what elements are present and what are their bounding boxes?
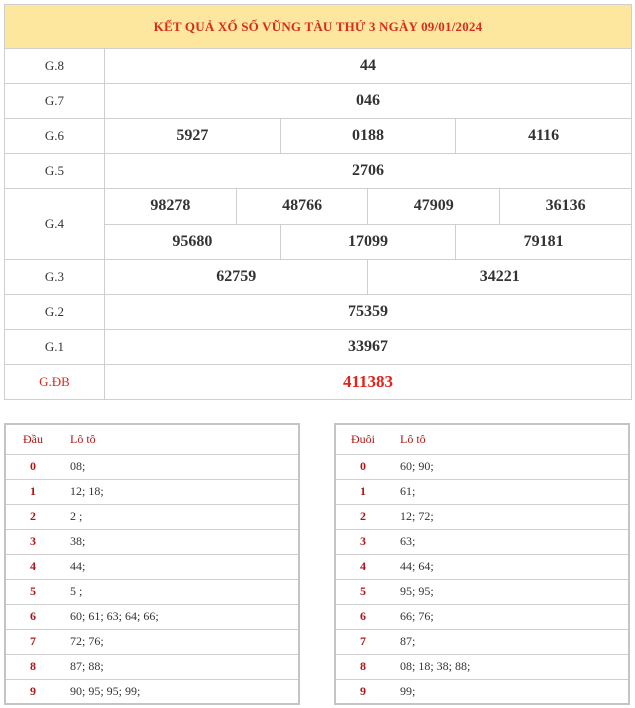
row-value: 08; 18; 38; 88; bbox=[390, 654, 629, 679]
row-key: 0 bbox=[335, 454, 390, 479]
prize-row-g8 bbox=[5, 49, 632, 84]
prize-number: 48766 bbox=[236, 189, 368, 224]
row-value: 63; bbox=[390, 529, 629, 554]
row-value: 61; bbox=[390, 479, 629, 504]
prize-number: 98278 bbox=[105, 189, 237, 224]
table-row bbox=[335, 554, 629, 579]
row-key: 0 bbox=[5, 454, 60, 479]
table-row bbox=[335, 629, 629, 654]
prize-name: G.3 bbox=[5, 259, 105, 294]
row-key: 7 bbox=[5, 629, 60, 654]
row-key: 4 bbox=[335, 554, 390, 579]
row-value: 12; 18; bbox=[60, 479, 299, 504]
table-row bbox=[335, 454, 629, 479]
row-value: 5 ; bbox=[60, 579, 299, 604]
prize-number: 36136 bbox=[500, 189, 632, 224]
row-key: 2 bbox=[5, 504, 60, 529]
row-value: 44; 64; bbox=[390, 554, 629, 579]
dau-header: Đầu bbox=[5, 424, 60, 454]
row-key: 5 bbox=[5, 579, 60, 604]
prize-number: 2706 bbox=[105, 154, 632, 189]
row-value: 12; 72; bbox=[390, 504, 629, 529]
row-value: 87; 88; bbox=[60, 654, 299, 679]
table-row bbox=[5, 604, 299, 629]
prize-number: 95680 bbox=[105, 224, 281, 259]
prize-number: 44 bbox=[105, 49, 632, 84]
table-row bbox=[5, 479, 299, 504]
row-key: 2 bbox=[335, 504, 390, 529]
prize-number: 75359 bbox=[105, 294, 632, 329]
row-key: 3 bbox=[335, 529, 390, 554]
table-row bbox=[5, 679, 299, 704]
table-row bbox=[5, 579, 299, 604]
loto-header: Lô tô bbox=[60, 424, 299, 454]
table-row bbox=[5, 529, 299, 554]
row-key: 4 bbox=[5, 554, 60, 579]
row-value: 90; 95; 95; 99; bbox=[70, 683, 141, 698]
prize-number: 79181 bbox=[456, 224, 632, 259]
prize-number: 33967 bbox=[105, 329, 632, 364]
table-row bbox=[335, 679, 629, 704]
row-value: 60; 61; 63; 64; 66; bbox=[60, 604, 299, 629]
results-table bbox=[4, 4, 632, 400]
prize-number: 4116 bbox=[456, 119, 632, 154]
prize-row-g5 bbox=[5, 154, 632, 189]
prize-number: 34221 bbox=[368, 259, 632, 294]
row-key: 1 bbox=[5, 479, 60, 504]
row-key: 8 bbox=[335, 654, 390, 679]
prize-number: 046 bbox=[105, 84, 632, 119]
table-row bbox=[5, 454, 299, 479]
row-value: 44; bbox=[60, 554, 299, 579]
prize-row-g2 bbox=[5, 294, 632, 329]
results-title: KẾT QUẢ XỔ SỐ VŨNG TÀU THỨ 3 NGÀY 09/01/2024 bbox=[5, 5, 632, 49]
row-key: 9 bbox=[360, 683, 366, 698]
prize-name: G.6 bbox=[5, 119, 105, 154]
table-row bbox=[335, 504, 629, 529]
row-value: 72; 76; bbox=[60, 629, 299, 654]
special-prize-name: G.ĐB bbox=[5, 364, 105, 399]
prize-number: 62759 bbox=[105, 259, 368, 294]
prize-row-g6 bbox=[5, 119, 632, 154]
prize-number: 17099 bbox=[280, 224, 456, 259]
row-key: 6 bbox=[5, 604, 60, 629]
prize-name: G.1 bbox=[5, 329, 105, 364]
duoi-header: Đuôi bbox=[335, 424, 390, 454]
row-value: 08; bbox=[60, 454, 299, 479]
prize-row-g4 bbox=[5, 189, 632, 224]
row-value: 2 ; bbox=[60, 504, 299, 529]
prize-name: G.7 bbox=[5, 84, 105, 119]
table-row bbox=[335, 654, 629, 679]
table-row bbox=[335, 579, 629, 604]
prize-name: G.8 bbox=[5, 49, 105, 84]
table-row bbox=[335, 529, 629, 554]
row-key: 9 bbox=[30, 683, 36, 698]
prize-name: G.2 bbox=[5, 294, 105, 329]
prize-name: G.5 bbox=[5, 154, 105, 189]
row-value: 99; bbox=[400, 683, 416, 698]
row-value: 60; 90; bbox=[390, 454, 629, 479]
duoi-loto-table bbox=[334, 423, 630, 705]
table-row bbox=[5, 629, 299, 654]
row-value: 38; bbox=[60, 529, 299, 554]
table-row bbox=[5, 504, 299, 529]
row-key: 6 bbox=[335, 604, 390, 629]
table-row bbox=[5, 554, 299, 579]
row-value: 95; 95; bbox=[390, 579, 629, 604]
prize-number: 5927 bbox=[105, 119, 281, 154]
special-prize-number: 411383 bbox=[105, 364, 632, 399]
prize-row-g7 bbox=[5, 84, 632, 119]
prize-name: G.4 bbox=[5, 189, 105, 259]
table-row bbox=[335, 604, 629, 629]
row-key: 1 bbox=[335, 479, 390, 504]
loto-header: Lô tô bbox=[390, 424, 629, 454]
prize-row-g3 bbox=[5, 259, 632, 294]
row-value: 87; bbox=[390, 629, 629, 654]
prize-row-special bbox=[5, 364, 632, 399]
table-row bbox=[335, 479, 629, 504]
row-key: 5 bbox=[335, 579, 390, 604]
table-header-row bbox=[335, 424, 629, 454]
dau-loto-table bbox=[4, 423, 300, 705]
row-key: 3 bbox=[5, 529, 60, 554]
row-value: 66; 76; bbox=[390, 604, 629, 629]
table-row bbox=[5, 654, 299, 679]
prize-row-g1 bbox=[5, 329, 632, 364]
row-key: 8 bbox=[5, 654, 60, 679]
table-header-row bbox=[5, 424, 299, 454]
row-key: 7 bbox=[335, 629, 390, 654]
prize-number: 0188 bbox=[280, 119, 456, 154]
prize-number: 47909 bbox=[368, 189, 500, 224]
